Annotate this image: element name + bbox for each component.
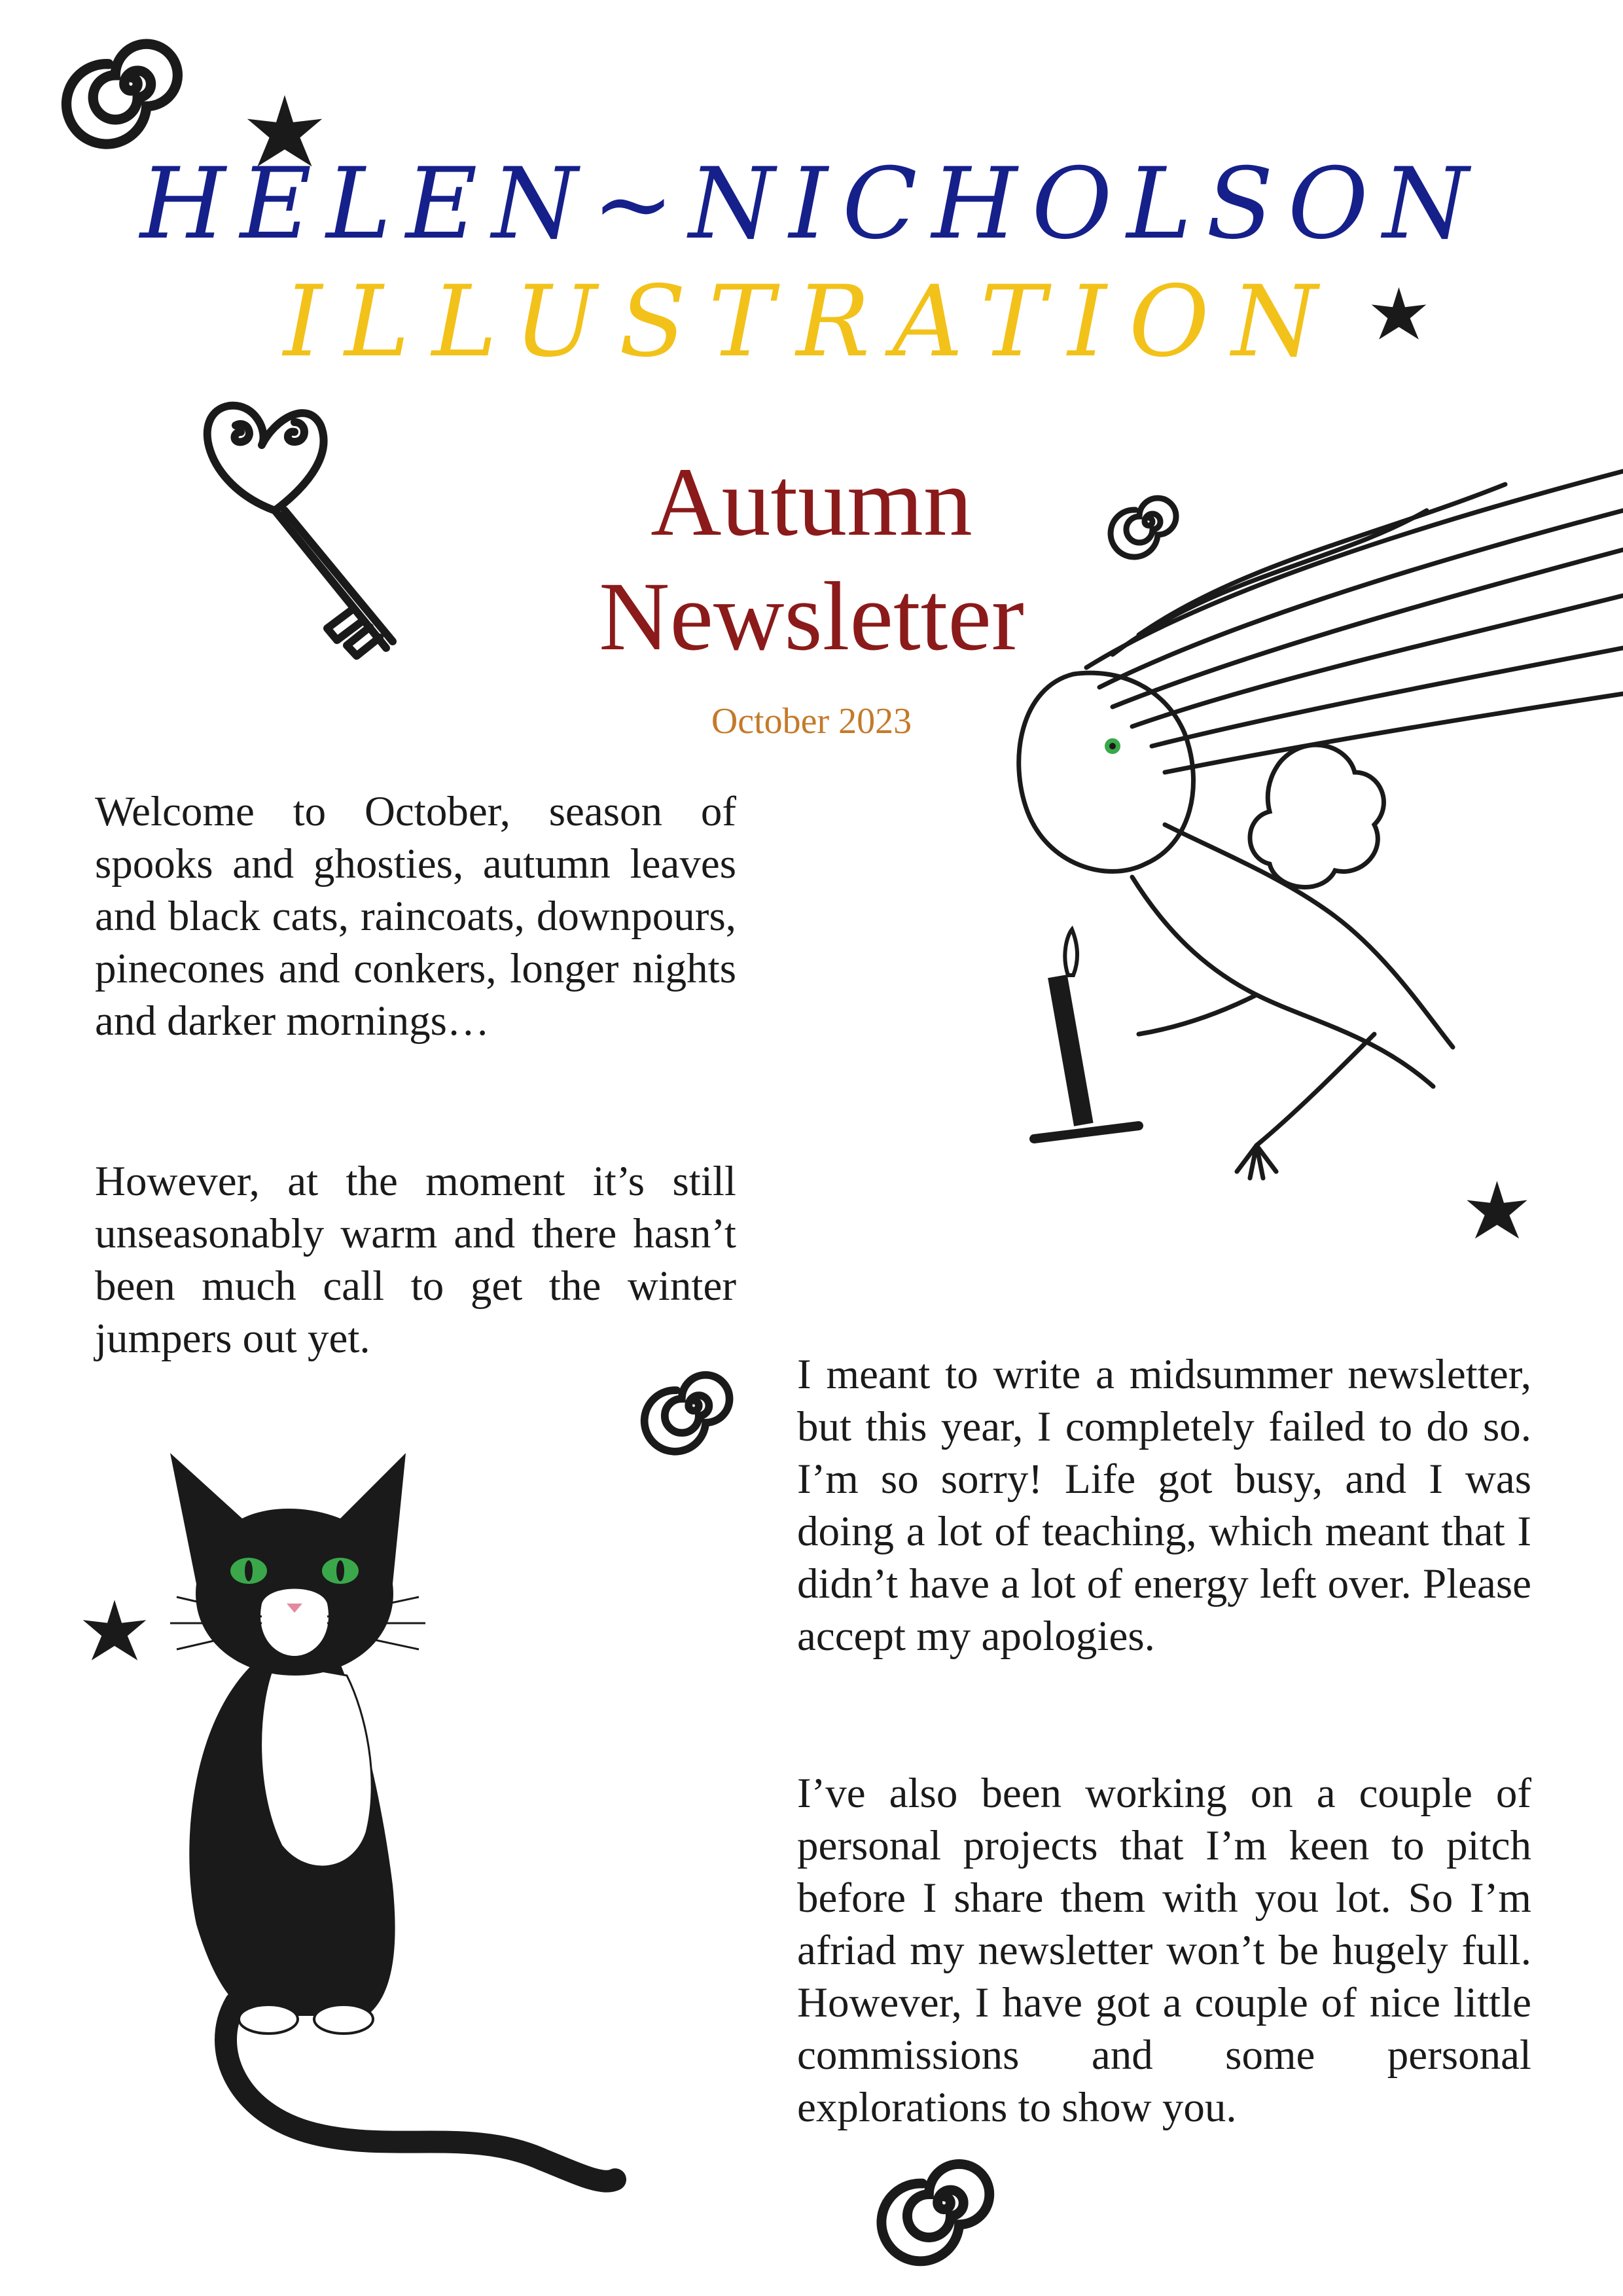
star-icon [242,92,327,177]
intro-paragraph-1: Welcome to October, season of spooks and ghosties, autumn leaves and black cats, raincoats, downpours, pinecones and conkers, longer nights and darker mornings… [95,788,736,1045]
newsletter-title-line-2: Newsletter [599,562,1024,671]
logo-line-helen-nicholson: HELEN~NICHOLSON [140,147,1483,261]
intro-paragraph-2: However, at the moment it’s still unseasonably warm and there hasn’t been much call to get the winter jumpers out yet. [95,1158,736,1362]
logo-line-illustration: ILLUSTRATION [283,265,1340,379]
right-paragraph-1: I meant to write a midsummer newsletter, but this year, I completely failed to do so. I’m so sorry! Life got busy, and I was doing a lot of teaching, which meant that I didn’t have a lot of energy left over. Please accept my apologies. [797,1351,1531,1660]
black-and-white-cat-illustration [118,1427,628,2193]
newsletter-date: October 2023 [711,701,912,742]
newsletter-title-line-1: Autumn [651,448,972,556]
flying-girl-with-candle-illustration [916,458,1623,1263]
heart-key-illustration [177,386,425,674]
swirl-icon [890,2147,998,2255]
star-icon [1368,285,1430,347]
right-paragraph-2: I’ve also been working on a couple of personal projects that I’m keen to pitch before I share them with you lot. So I’m afriad my newsletter won’t be hugely full. However, I have got a couple of nice little commissions and some personal explorations to show you. [797,1770,1531,2131]
swirl-icon [651,1361,736,1446]
swirl-icon [75,26,187,137]
